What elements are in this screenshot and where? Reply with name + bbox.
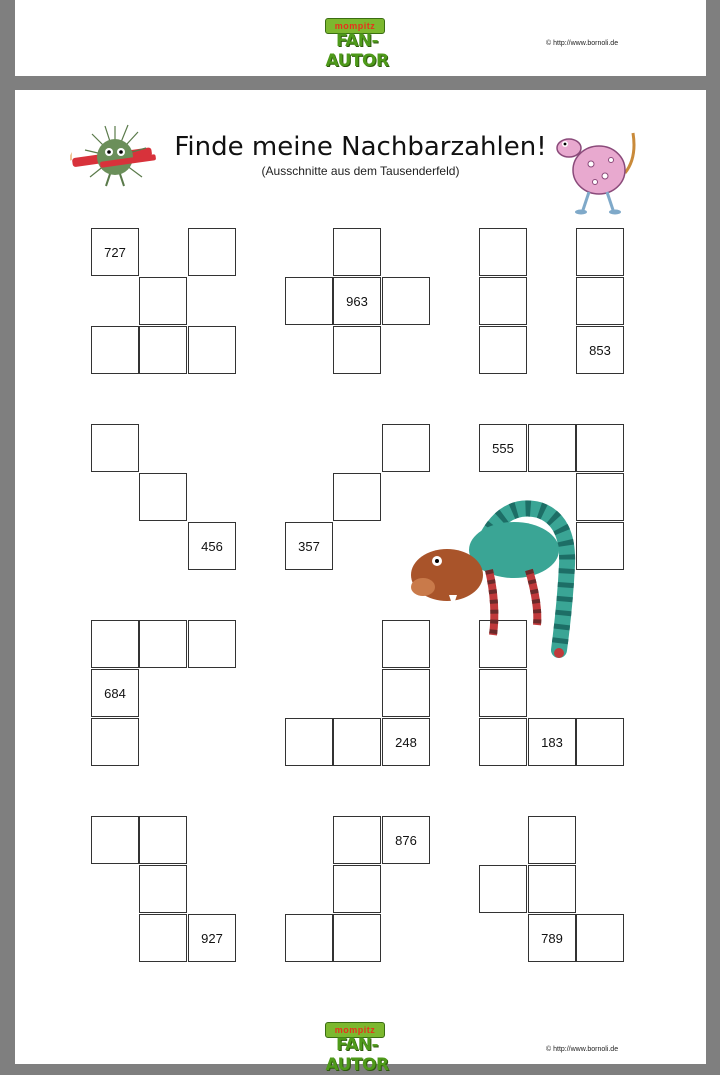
grid-cell[interactable]: 876 [382,816,430,864]
grid-cell[interactable] [139,914,187,962]
grid-cell[interactable] [576,228,624,276]
grid-cell[interactable] [285,277,333,325]
worksheet-page [15,90,706,1064]
grid-cell[interactable] [576,277,624,325]
grid-cell[interactable] [139,473,187,521]
striped-creature-illustration [409,495,579,665]
grid-cell[interactable] [479,326,527,374]
grid-cell[interactable] [479,228,527,276]
grid-cell[interactable]: 248 [382,718,430,766]
grid-cell[interactable] [576,718,624,766]
grid-cell[interactable] [188,228,236,276]
grid-cell[interactable]: 963 [333,277,381,325]
grid-cell[interactable] [91,326,139,374]
grid-cell[interactable] [139,620,187,668]
worksheet-subtitle: (Ausschnitte aus dem Tausenderfeld) [261,164,460,178]
logo-badge: mompitz [325,18,385,34]
grid-cell[interactable] [91,816,139,864]
grid-cell[interactable] [333,865,381,913]
grid-cell[interactable]: 183 [528,718,576,766]
grid-cell[interactable] [333,473,381,521]
footer-copyright: © http://www.bornoli.de [546,1046,619,1053]
top-page-strip [15,0,706,76]
grid-cell[interactable] [91,424,139,472]
grid-cell[interactable] [333,816,381,864]
logo-text: FAN-AUTOR [325,1035,389,1075]
grid-cell[interactable] [285,914,333,962]
grid-cell[interactable] [528,816,576,864]
grid-cell[interactable] [382,424,430,472]
logo-text: FAN-AUTOR [325,31,389,71]
grid-cell[interactable] [479,277,527,325]
grid-cell[interactable] [333,326,381,374]
grid-cell[interactable]: 853 [576,326,624,374]
grid-cell[interactable] [139,816,187,864]
footer-logo [307,1022,407,1075]
grid-cell[interactable] [333,718,381,766]
grid-cell[interactable] [139,865,187,913]
header-copyright: © http://www.bornoli.de [546,40,619,47]
grid-cell[interactable] [576,473,624,521]
grid-cell[interactable] [333,914,381,962]
grid-cell[interactable] [382,669,430,717]
grid-cell[interactable] [382,277,430,325]
header-logo [307,18,407,71]
grid-cell[interactable]: 727 [91,228,139,276]
grid-cell[interactable] [479,865,527,913]
grid-cell[interactable] [91,620,139,668]
grid-cell[interactable] [188,620,236,668]
grid-cell[interactable]: 357 [285,522,333,570]
grid-cell[interactable]: 456 [188,522,236,570]
grid-cell[interactable]: 555 [479,424,527,472]
grid-cell[interactable] [139,277,187,325]
grid-cell[interactable] [139,326,187,374]
grid-cell[interactable] [333,228,381,276]
grid-cell[interactable] [479,669,527,717]
grid-cell[interactable] [91,718,139,766]
grid-cell[interactable] [576,914,624,962]
grid-cell[interactable]: 927 [188,914,236,962]
grid-cell[interactable] [285,718,333,766]
grid-cell[interactable] [188,326,236,374]
grid-cell[interactable]: 789 [528,914,576,962]
grid-cell[interactable] [479,718,527,766]
worksheet-title: Finde meine Nachbarzahlen! [174,132,547,162]
grid-cell[interactable] [528,865,576,913]
grid-cell[interactable]: 684 [91,669,139,717]
logo-badge: mompitz [325,1022,385,1038]
grid-cell[interactable] [576,522,624,570]
grid-cell[interactable] [576,424,624,472]
grid-cell[interactable] [528,424,576,472]
